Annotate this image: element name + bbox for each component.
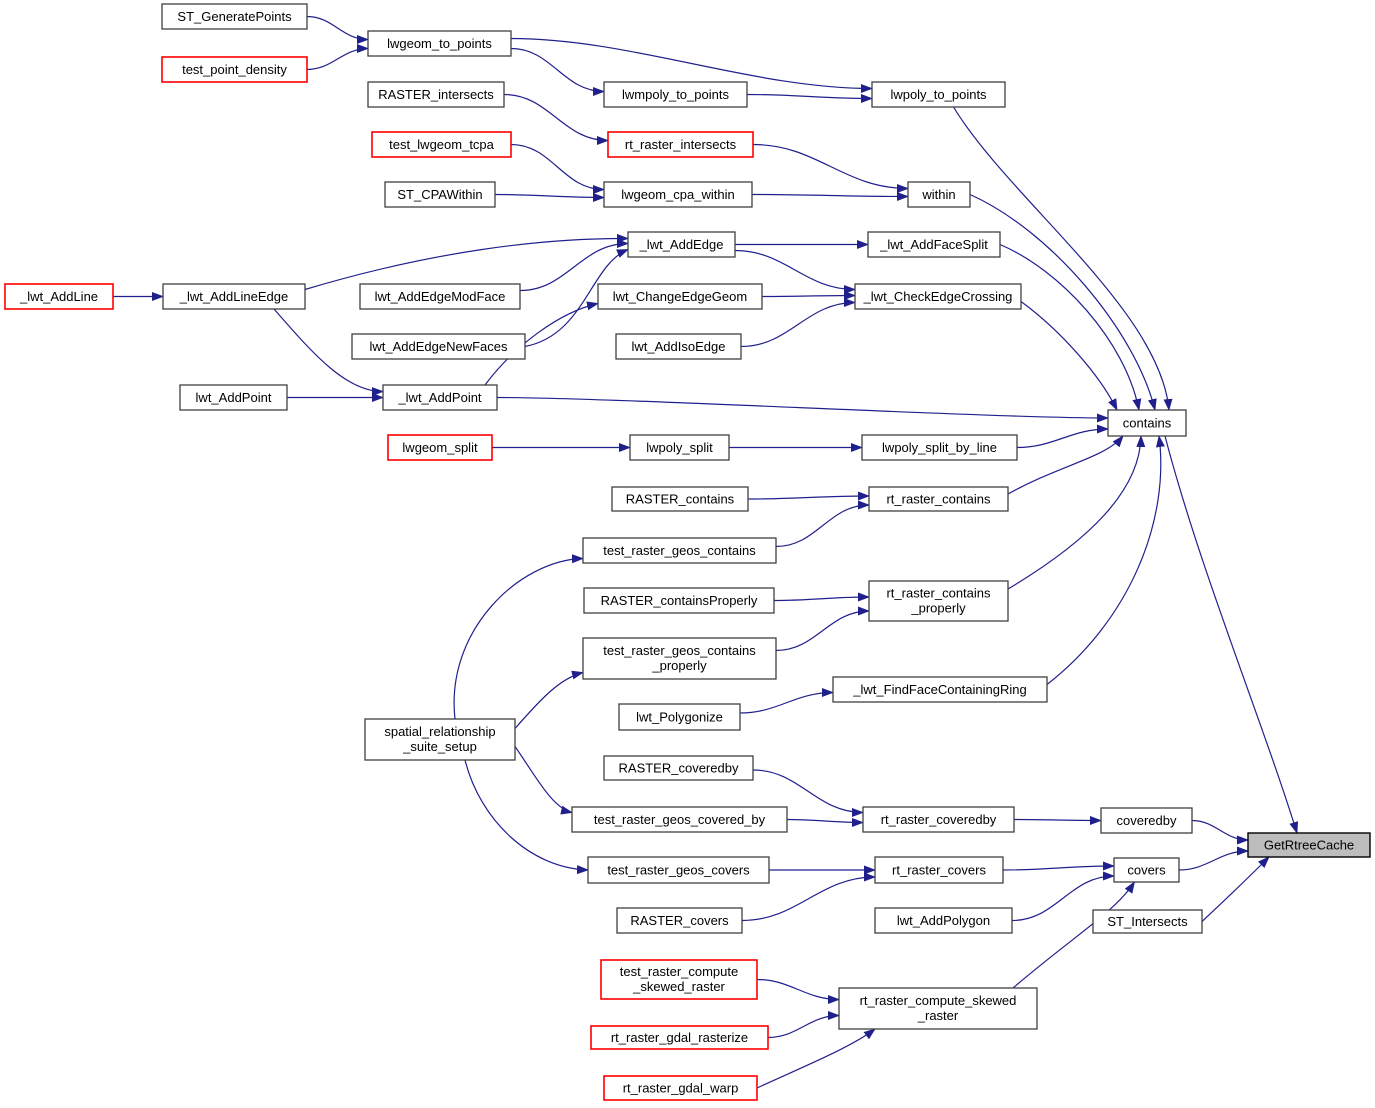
edge-ST_GeneratePoints-to-lwgeom_to_points — [307, 17, 368, 40]
node-GetRtreeCache — [1248, 833, 1370, 857]
edge-rt_raster_compute_skewed_raster-to-covers — [1013, 882, 1135, 988]
edge-spatial_relationship_suite_setup-to-test_raster_geos_covered_by — [515, 747, 572, 813]
edge-spatial_relationship_suite_setup-to-test_raster_geos_contains — [454, 559, 583, 720]
node-label-test_raster_compute_skewed_raster-line0: test_raster_compute — [619, 964, 739, 979]
node-RASTER_covers[interactable] — [617, 908, 742, 933]
node-label-within: within — [922, 187, 956, 202]
node-RASTER_intersects[interactable] — [368, 82, 504, 107]
node-lwpoly_split_by_line[interactable] — [862, 435, 1017, 460]
node-label-rt_raster_contains_properly-line0: rt_raster_contains — [886, 585, 991, 601]
node-_lwt_AddFaceSplit[interactable] — [868, 232, 1000, 257]
node-label-lwt_AddIsoEdge: lwt_AddIsoEdge — [631, 339, 726, 354]
node-label-lwpoly_split_by_line: lwpoly_split_by_line — [882, 440, 997, 455]
edge-_lwt_AddPoint-to-contains — [497, 398, 1108, 419]
node-rt_raster_gdal_rasterize[interactable] — [591, 1026, 768, 1049]
edge-lwt_ChangeEdgeGeom-to-_lwt_CheckEdgeCrossing — [762, 296, 855, 297]
node-spatial_relationship_suite_setup[interactable] — [365, 719, 515, 760]
node-label-rt_raster_intersects: rt_raster_intersects — [624, 137, 737, 152]
node-label-GetRtreeCache: GetRtreeCache — [1263, 837, 1355, 853]
edge-ST_CPAWithin-to-lwgeom_cpa_within — [495, 195, 604, 198]
node-label-ST_Intersects: ST_Intersects — [1107, 914, 1188, 929]
edge-coveredby-to-GetRtreeCache — [1192, 821, 1248, 841]
node-label-ST_GeneratePoints: ST_GeneratePoints — [177, 9, 292, 24]
edge-lwgeom_to_points-to-lwmpoly_to_points — [511, 49, 604, 92]
node-lwt_ChangeEdgeGeom[interactable] — [598, 284, 762, 309]
node-lwgeom_cpa_within[interactable] — [604, 182, 752, 207]
node-_lwt_AddPoint[interactable] — [383, 385, 497, 410]
edge-lwgeom_to_points-to-lwpoly_to_points — [511, 39, 872, 89]
edge-RASTER_coveredby-to-rt_raster_coveredby — [753, 770, 863, 813]
node-lwpoly_split[interactable] — [630, 435, 729, 460]
node-ST_Intersects[interactable] — [1093, 910, 1202, 933]
node-lwpoly_to_points[interactable] — [872, 82, 1005, 107]
node-lwgeom_split[interactable] — [388, 435, 492, 460]
edge-rt_raster_gdal_warp-to-rt_raster_compute_skewed_raster — [757, 1029, 875, 1088]
node-label-rt_raster_compute_skewed_raster-line1: _raster — [917, 1008, 959, 1023]
node-label-spatial_relationship_suite_setup-line0: spatial_relationship — [384, 724, 496, 739]
node-covers[interactable] — [1114, 858, 1179, 882]
node-contains[interactable] — [1108, 410, 1186, 436]
node-label-coveredby: coveredby — [1116, 813, 1177, 828]
node-lwt_AddIsoEdge[interactable] — [616, 334, 741, 359]
edge-test_raster_compute_skewed_raster-to-rt_raster_compute_skewed_raster — [757, 980, 839, 1000]
node-label-rt_raster_gdal_rasterize: rt_raster_gdal_rasterize — [610, 1030, 749, 1045]
edge-lwpoly_split_by_line-to-contains — [1017, 429, 1108, 448]
edge-_lwt_AddLineEdge-to-_lwt_AddEdge — [305, 238, 628, 289]
edge-rt_raster_coveredby-to-coveredby — [1014, 820, 1101, 821]
node-label-lwpoly_to_points: lwpoly_to_points — [890, 87, 987, 102]
node-rt_raster_covers[interactable] — [875, 857, 1003, 883]
node-test_raster_geos_contains[interactable] — [583, 538, 776, 563]
node-label-test_raster_geos_contains_properly-line0: test_raster_geos_contains — [603, 643, 756, 658]
node-label-test_raster_geos_contains: test_raster_geos_contains — [603, 543, 756, 558]
node-label-_lwt_AddEdge: _lwt_AddEdge — [639, 237, 724, 252]
edge-spatial_relationship_suite_setup-to-test_raster_geos_contains_properly — [515, 673, 583, 729]
edge-lwt_Polygonize-to-_lwt_FindFaceContainingRing — [740, 693, 833, 714]
node-label-RASTER_contains: RASTER_contains — [625, 491, 735, 507]
edge-lwgeom_cpa_within-to-within — [752, 195, 908, 197]
edge-ST_Intersects-to-GetRtreeCache — [1202, 857, 1269, 922]
node-RASTER_contains[interactable] — [612, 487, 748, 511]
node-label-test_raster_geos_covered_by: test_raster_geos_covered_by — [593, 812, 766, 827]
node-label-ST_CPAWithin: ST_CPAWithin — [397, 187, 483, 202]
node-label-_lwt_CheckEdgeCrossing: _lwt_CheckEdgeCrossing — [863, 289, 1013, 304]
node-lwgeom_to_points[interactable] — [368, 31, 511, 56]
node-_lwt_FindFaceContainingRing[interactable] — [833, 677, 1047, 702]
node-rt_raster_contains_properly[interactable] — [869, 581, 1008, 621]
node-label-RASTER_intersects: RASTER_intersects — [378, 87, 494, 102]
node-_lwt_CheckEdgeCrossing[interactable] — [855, 284, 1021, 309]
node-rt_raster_intersects[interactable] — [608, 132, 753, 157]
node-RASTER_coveredby[interactable] — [604, 756, 753, 780]
node-label-contains: contains — [1122, 415, 1172, 431]
node-lwt_Polygonize[interactable] — [619, 704, 740, 730]
node-test_raster_geos_covered_by[interactable] — [572, 807, 787, 832]
edge-_lwt_AddFaceSplit-to-contains — [1000, 245, 1139, 411]
node-layer — [5, 4, 1370, 1100]
edge-rt_raster_contains-to-contains — [1008, 436, 1123, 494]
node-label-rt_raster_contains_properly-line1: _properly — [911, 600, 966, 616]
node-_lwt_AddLine[interactable] — [5, 284, 113, 309]
node-_lwt_AddEdge[interactable] — [628, 232, 735, 257]
node-lwt_AddPolygon[interactable] — [875, 908, 1012, 933]
node-within[interactable] — [908, 182, 970, 207]
node-label-rt_raster_contains: rt_raster_contains — [886, 491, 991, 507]
node-label-rt_raster_gdal_warp: rt_raster_gdal_warp — [622, 1080, 739, 1096]
node-ST_GeneratePoints[interactable] — [162, 4, 307, 29]
edge-test_point_density-to-lwgeom_to_points — [307, 49, 368, 70]
node-rt_raster_coveredby[interactable] — [863, 807, 1014, 832]
node-label-lwt_Polygonize: lwt_Polygonize — [636, 709, 723, 725]
edge-rt_raster_covers-to-covers — [1003, 866, 1114, 870]
node-label-lwt_AddEdgeModFace: lwt_AddEdgeModFace — [374, 289, 506, 304]
node-label-rt_raster_compute_skewed_raster-line0: rt_raster_compute_skewed — [859, 993, 1017, 1008]
node-label-lwt_AddEdgeNewFaces: lwt_AddEdgeNewFaces — [369, 339, 508, 354]
node-lwmpoly_to_points[interactable] — [604, 82, 747, 107]
node-label-RASTER_coveredby: RASTER_coveredby — [618, 760, 739, 776]
node-_lwt_AddLineEdge[interactable] — [163, 284, 305, 309]
node-label-test_lwgeom_tcpa: test_lwgeom_tcpa — [389, 137, 494, 152]
edge-covers-to-GetRtreeCache — [1179, 851, 1248, 870]
node-rt_raster_gdal_warp[interactable] — [604, 1076, 757, 1100]
node-label-test_raster_geos_covers: test_raster_geos_covers — [607, 862, 750, 878]
node-test_raster_geos_contains_properly[interactable] — [583, 638, 776, 679]
edge-RASTER_containsProperly-to-rt_raster_contains_properly — [774, 597, 869, 601]
node-label-lwmpoly_to_points: lwmpoly_to_points — [622, 87, 729, 102]
node-label-_lwt_AddFaceSplit: _lwt_AddFaceSplit — [880, 237, 988, 252]
node-label-test_raster_compute_skewed_raster-line1: _skewed_raster — [633, 979, 725, 994]
edge-test_raster_geos_contains_properly-to-rt_raster_contains_properly — [776, 611, 869, 651]
node-label-RASTER_covers: RASTER_covers — [630, 913, 729, 928]
edge-test_lwgeom_tcpa-to-lwgeom_cpa_within — [511, 145, 604, 190]
node-label-lwt_AddPolygon: lwt_AddPolygon — [896, 913, 991, 928]
node-lwt_AddEdgeNewFaces[interactable] — [352, 334, 525, 359]
node-label-rt_raster_coveredby: rt_raster_coveredby — [880, 812, 997, 827]
node-test_raster_compute_skewed_raster[interactable] — [601, 960, 757, 999]
edge-test_raster_geos_covered_by-to-rt_raster_coveredby — [787, 820, 863, 823]
node-label-lwt_ChangeEdgeGeom: lwt_ChangeEdgeGeom — [612, 289, 748, 304]
node-lwt_AddEdgeModFace[interactable] — [360, 284, 520, 309]
node-label-_lwt_AddLine: _lwt_AddLine — [19, 289, 99, 304]
edge-rt_raster_contains_properly-to-contains — [1008, 436, 1141, 589]
node-RASTER_containsProperly[interactable] — [584, 588, 774, 613]
node-label-_lwt_AddLineEdge: _lwt_AddLineEdge — [179, 289, 289, 304]
node-label-lwgeom_to_points: lwgeom_to_points — [387, 36, 492, 51]
node-test_point_density[interactable] — [162, 57, 307, 82]
node-test_raster_geos_covers[interactable] — [588, 857, 769, 883]
edge-_lwt_FindFaceContainingRing-to-contains — [1047, 436, 1161, 685]
node-label-lwt_AddPoint: lwt_AddPoint — [195, 390, 272, 405]
edge-_lwt_CheckEdgeCrossing-to-contains — [1021, 302, 1117, 411]
node-test_lwgeom_tcpa[interactable] — [372, 132, 511, 157]
node-rt_raster_compute_skewed_raster[interactable] — [839, 988, 1037, 1029]
node-label-test_raster_geos_contains_properly-line1: _properly — [652, 658, 707, 673]
node-lwt_AddPoint[interactable] — [180, 385, 287, 410]
edge-lwpoly_to_points-to-contains — [954, 107, 1170, 410]
node-label-_lwt_FindFaceContainingRing: _lwt_FindFaceContainingRing — [853, 682, 1027, 697]
edge-rt_raster_gdal_rasterize-to-rt_raster_compute_skewed_raster — [768, 1016, 839, 1038]
edge-contains-to-GetRtreeCache — [1165, 436, 1297, 833]
edge-RASTER_intersects-to-rt_raster_intersects — [504, 95, 608, 141]
edge-test_raster_geos_contains-to-rt_raster_contains — [776, 505, 869, 547]
node-rt_raster_contains[interactable] — [869, 487, 1008, 511]
edge-rt_raster_intersects-to-within — [753, 145, 908, 189]
edge-lwmpoly_to_points-to-lwpoly_to_points — [747, 95, 872, 99]
node-label-_lwt_AddPoint: _lwt_AddPoint — [398, 390, 482, 405]
node-label-rt_raster_covers: rt_raster_covers — [892, 862, 986, 878]
node-label-lwgeom_split: lwgeom_split — [402, 440, 478, 455]
node-label-lwpoly_split: lwpoly_split — [646, 440, 713, 455]
node-label-spatial_relationship_suite_setup-line1: _suite_setup — [403, 739, 477, 754]
node-coveredby[interactable] — [1101, 808, 1192, 833]
node-label-test_point_density: test_point_density — [182, 62, 287, 77]
edge-RASTER_contains-to-rt_raster_contains — [748, 496, 869, 499]
node-ST_CPAWithin[interactable] — [385, 182, 495, 207]
node-label-covers: covers — [1127, 862, 1166, 878]
edge-spatial_relationship_suite_setup-to-test_raster_geos_covers — [465, 760, 588, 870]
node-label-RASTER_containsProperly: RASTER_containsProperly — [600, 593, 758, 608]
node-label-lwgeom_cpa_within: lwgeom_cpa_within — [621, 187, 735, 202]
